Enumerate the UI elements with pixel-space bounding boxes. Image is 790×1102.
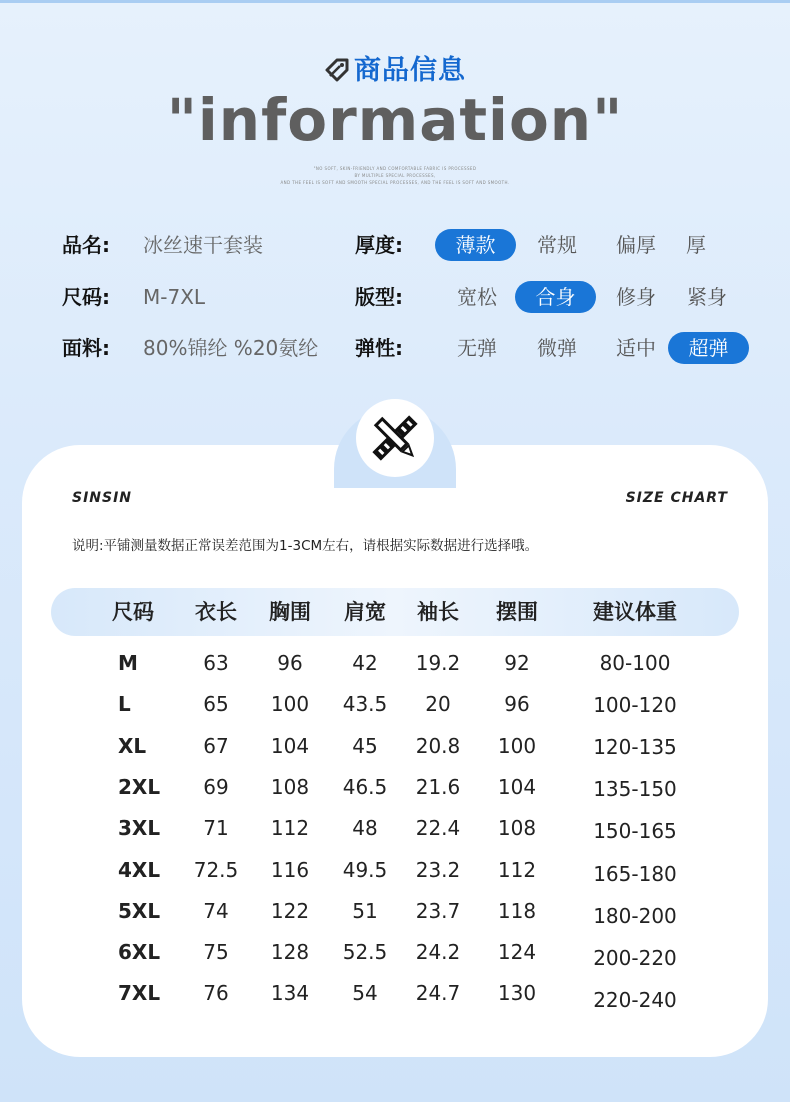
thickness-option[interactable]: 薄款 — [435, 229, 516, 261]
section-title-text: 商品信息 — [354, 55, 466, 86]
table-cell: 20.8 — [415, 733, 461, 758]
fabric-value: 80%锦纶 %20氨纶 — [143, 336, 319, 360]
table-cell: 21.6 — [415, 774, 461, 799]
brand-name: SINSIN — [72, 490, 133, 506]
table-cell: 100 — [270, 692, 310, 717]
pencil-ruler-icon — [356, 399, 434, 477]
table-cell: 108 — [497, 816, 537, 841]
measurement-note: 说明:平铺测量数据正常误差范围为1-3CM左右，请根据实际数据进行选择哦。 — [72, 538, 539, 554]
table-header-cell: 胸围 — [269, 600, 311, 624]
attr-row-3 — [0, 330, 790, 366]
tag-icon — [324, 57, 350, 83]
fine-print-line-3: AND THE FEEL IS SOFT AND SMOOTH SPECIAL PROCESSES, AND THE FEEL IS SOFT AND SMOOTH. — [280, 180, 510, 185]
table-cell: 220-240 — [593, 987, 677, 1012]
table-cell: 52.5 — [342, 940, 388, 965]
table-cell: 46.5 — [342, 774, 388, 799]
thickness-option[interactable]: 厚 — [686, 233, 706, 257]
table-header-cell: 肩宽 — [344, 600, 386, 624]
table-cell: 23.7 — [415, 898, 461, 923]
table-cell: 48 — [352, 816, 378, 841]
elasticity-option[interactable]: 无弹 — [457, 336, 497, 360]
fit-label: 版型: — [355, 285, 403, 309]
table-cell: 100 — [497, 733, 537, 758]
information-heading: "information" — [166, 86, 624, 154]
thickness-option[interactable]: 偏厚 — [616, 233, 656, 257]
table-cell: 104 — [497, 774, 537, 799]
table-header-cell: 建议体重 — [593, 600, 677, 624]
table-header-cell: 摆围 — [496, 600, 538, 624]
table-cell: 116 — [270, 857, 310, 882]
size-cell: 3XL — [118, 816, 161, 841]
table-cell: 150-165 — [593, 819, 677, 844]
table-cell: 23.2 — [415, 857, 461, 882]
elasticity-label: 弹性: — [355, 336, 403, 360]
table-cell: 19.2 — [415, 651, 461, 675]
table-cell: 71 — [203, 816, 229, 841]
size-cell: L — [118, 692, 131, 717]
table-cell: 122 — [270, 898, 310, 923]
name-label: 品名: — [62, 233, 110, 257]
table-header-cell: 尺码 — [112, 600, 154, 624]
table-cell: 124 — [497, 940, 537, 965]
table-cell: 42 — [352, 651, 378, 675]
size-cell: 4XL — [118, 857, 161, 882]
table-cell: 112 — [270, 816, 310, 841]
fit-option[interactable]: 宽松 — [457, 285, 497, 309]
table-cell: 96 — [504, 692, 530, 717]
table-cell: 112 — [497, 857, 537, 882]
attr-row-1 — [0, 227, 790, 263]
table-cell: 130 — [497, 981, 537, 1006]
elasticity-option[interactable]: 超弹 — [668, 332, 749, 364]
size-cell: XL — [118, 733, 147, 758]
table-header-cell: 衣长 — [195, 600, 237, 624]
table-cell: 80-100 — [599, 651, 671, 675]
table-cell: 43.5 — [342, 692, 388, 717]
table-cell: 76 — [203, 981, 229, 1006]
table-cell: 134 — [270, 981, 310, 1006]
table-cell: 67 — [203, 733, 229, 758]
fine-print-line-1: "NO SOFT, SKIN-FRIENDLY AND COMFORTABLE FABRIC IS PROCESSED — [313, 166, 477, 171]
size-cell: 7XL — [118, 981, 161, 1006]
size-chart-label: SIZE CHART — [625, 490, 728, 506]
table-cell: 75 — [203, 940, 229, 965]
table-cell: 24.7 — [415, 981, 461, 1006]
table-cell: 118 — [497, 898, 537, 923]
elasticity-option[interactable]: 适中 — [616, 336, 656, 360]
table-header-cell: 袖长 — [417, 600, 459, 624]
table-cell: 54 — [352, 981, 378, 1006]
attr-row-2 — [0, 279, 790, 315]
table-cell: 24.2 — [415, 940, 461, 965]
table-cell: 20 — [425, 692, 451, 717]
size-cell: M — [118, 651, 138, 675]
fit-option[interactable]: 修身 — [616, 285, 656, 309]
table-cell: 63 — [203, 651, 229, 675]
table-cell: 180-200 — [593, 903, 677, 928]
table-cell: 104 — [270, 733, 310, 758]
table-cell: 69 — [203, 774, 229, 799]
table-cell: 165-180 — [593, 861, 677, 886]
fit-option[interactable]: 合身 — [515, 281, 596, 313]
table-cell: 108 — [270, 774, 310, 799]
size-cell: 5XL — [118, 898, 161, 923]
size-cell: 2XL — [118, 774, 161, 799]
size-label: 尺码: — [62, 285, 110, 309]
section-title — [0, 48, 790, 87]
table-cell: 65 — [203, 692, 229, 717]
table-cell: 74 — [203, 898, 229, 923]
table-cell: 51 — [352, 898, 378, 923]
table-cell: 128 — [270, 940, 310, 965]
table-cell: 22.4 — [415, 816, 461, 841]
table-cell: 72.5 — [193, 857, 239, 882]
thickness-label: 厚度: — [355, 233, 403, 257]
table-cell: 45 — [352, 733, 378, 758]
table-cell: 96 — [277, 651, 303, 675]
fit-option[interactable]: 紧身 — [687, 285, 727, 309]
pencil-ruler-badge — [356, 399, 434, 477]
elasticity-option[interactable]: 微弹 — [537, 336, 577, 360]
size-value: M-7XL — [143, 285, 206, 309]
name-value: 冰丝速干套装 — [143, 233, 263, 257]
size-cell: 6XL — [118, 940, 161, 965]
top-border — [0, 0, 790, 3]
table-cell: 49.5 — [342, 857, 388, 882]
fabric-label: 面料: — [62, 336, 110, 360]
table-cell: 135-150 — [593, 777, 677, 802]
table-cell: 120-135 — [593, 735, 677, 760]
table-cell: 100-120 — [593, 693, 677, 718]
table-cell: 92 — [504, 651, 530, 675]
table-cell: 200-220 — [593, 945, 677, 970]
thickness-option[interactable]: 常规 — [537, 233, 577, 257]
fine-print-line-2: BY MULTIPLE SPECIAL PROCESSES, — [354, 173, 436, 178]
